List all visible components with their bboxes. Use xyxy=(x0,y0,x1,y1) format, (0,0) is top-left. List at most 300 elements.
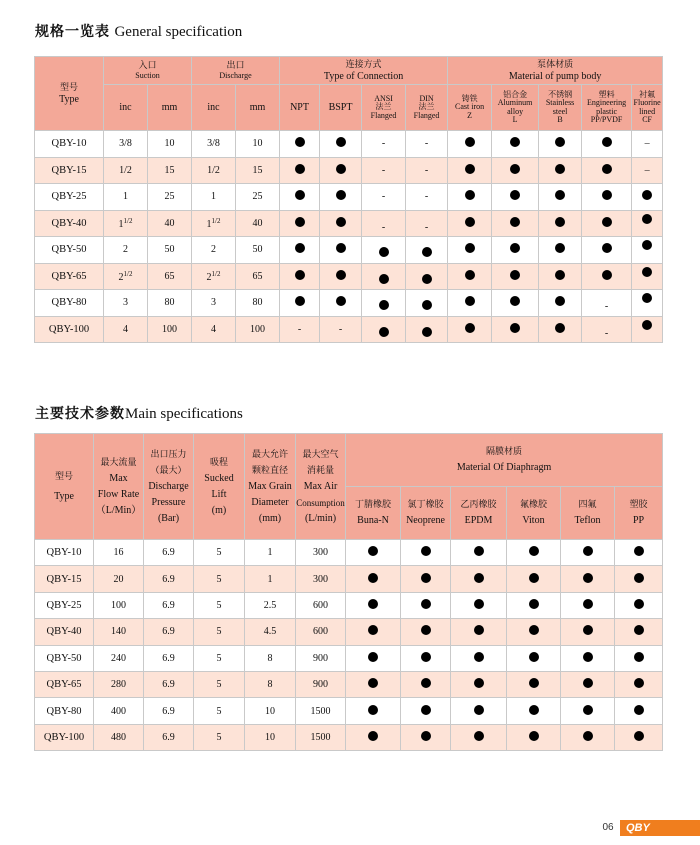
teflon-cell xyxy=(561,540,615,566)
neoprene-cell xyxy=(401,540,451,566)
body-material-header: 泵体材质 Material of pump body xyxy=(448,57,663,85)
pressure-cell: 6.9 xyxy=(144,592,194,618)
dot-mark-icon xyxy=(634,625,644,635)
air-consumption-cell: 300 xyxy=(296,566,346,592)
table-row xyxy=(35,210,663,237)
discharge-inc-cell: 3/8 xyxy=(192,131,236,158)
din-cell xyxy=(406,316,448,343)
dot-mark-icon xyxy=(529,705,539,715)
dot-mark-icon xyxy=(642,293,652,303)
discharge-inc-cell: 2 xyxy=(192,237,236,264)
model-cell: QBY-15 xyxy=(35,566,94,592)
dot-mark-icon xyxy=(421,625,431,635)
aluminum-cell xyxy=(492,316,539,343)
dot-mark-icon xyxy=(421,652,431,662)
general-spec-table xyxy=(34,56,663,343)
viton-cell xyxy=(507,592,561,618)
plastic-cell xyxy=(582,237,632,264)
dot-mark-icon xyxy=(602,137,612,147)
aluminum-cell xyxy=(492,131,539,158)
suction-inc-cell: 2 xyxy=(104,237,148,264)
grain-cell: 10 xyxy=(245,724,296,750)
epdm-cell xyxy=(451,592,507,618)
dot-mark-icon xyxy=(555,270,565,280)
bspt-cell xyxy=(320,157,362,184)
dot-mark-icon xyxy=(368,573,378,583)
dot-mark-icon xyxy=(422,300,432,310)
dot-mark-icon xyxy=(642,240,652,250)
dot-mark-icon xyxy=(474,731,484,741)
air-consumption-cell: 600 xyxy=(296,619,346,645)
teflon-cell xyxy=(561,724,615,750)
air-consumption-cell: 600 xyxy=(296,592,346,618)
dot-mark-icon xyxy=(634,678,644,688)
dot-mark-icon xyxy=(379,327,389,337)
plastic-cell: - xyxy=(582,290,632,317)
table-row xyxy=(35,540,663,566)
discharge-mm-cell: 100 xyxy=(236,316,280,343)
sucked-lift-header: 吸程 Sucked Lift (m) xyxy=(194,434,245,540)
discharge-mm-header: mm xyxy=(236,85,280,131)
connection-header: 连接方式 Type of Connection xyxy=(280,57,448,85)
dot-mark-icon xyxy=(634,573,644,583)
sucked-lift-cell: 5 xyxy=(194,645,245,671)
dot-mark-icon xyxy=(368,625,378,635)
cast-iron-cell xyxy=(448,237,492,264)
dot-mark-icon xyxy=(295,164,305,174)
dot-mark-icon xyxy=(295,243,305,253)
cast-iron-cell xyxy=(448,184,492,211)
suction-inc-cell: 3/8 xyxy=(104,131,148,158)
stainless-cell xyxy=(539,131,582,158)
model-cell: QBY-40 xyxy=(35,619,94,645)
discharge-mm-cell: 40 xyxy=(236,210,280,237)
npt-cell xyxy=(280,237,320,264)
dot-mark-icon xyxy=(474,599,484,609)
npt-cell xyxy=(280,184,320,211)
dot-mark-icon xyxy=(295,137,305,147)
grain-cell: 2.5 xyxy=(245,592,296,618)
table-row xyxy=(35,131,663,158)
pp-cell xyxy=(615,566,663,592)
dot-mark-icon xyxy=(555,190,565,200)
dot-mark-icon xyxy=(465,217,475,227)
discharge-inc-cell: 3 xyxy=(192,290,236,317)
general-spec-title: 规格一览表 General specification xyxy=(35,24,243,40)
dot-mark-icon xyxy=(295,296,305,306)
teflon-header: 四氟 Teflon xyxy=(561,487,615,540)
bspt-cell xyxy=(320,184,362,211)
teflon-cell xyxy=(561,619,615,645)
viton-cell xyxy=(507,671,561,697)
table-row xyxy=(35,290,663,317)
bspt-cell xyxy=(320,263,362,290)
dot-mark-icon xyxy=(583,573,593,583)
buna-n-cell xyxy=(346,671,401,697)
dot-mark-icon xyxy=(583,546,593,556)
fluorine-lined-cell xyxy=(632,237,663,264)
table-row xyxy=(35,157,663,184)
dot-mark-icon xyxy=(602,164,612,174)
npt-cell xyxy=(280,157,320,184)
dot-mark-icon xyxy=(583,678,593,688)
grain-cell: 8 xyxy=(245,645,296,671)
dot-mark-icon xyxy=(529,652,539,662)
neoprene-cell xyxy=(401,671,451,697)
aluminum-cell xyxy=(492,210,539,237)
teflon-cell xyxy=(561,592,615,618)
dot-mark-icon xyxy=(379,274,389,284)
dot-mark-icon xyxy=(602,190,612,200)
dot-mark-icon xyxy=(555,323,565,333)
dot-mark-icon xyxy=(602,243,612,253)
max-flow-cell: 20 xyxy=(94,566,144,592)
bspt-cell xyxy=(320,237,362,264)
aluminum-cell xyxy=(492,263,539,290)
pressure-cell: 6.9 xyxy=(144,619,194,645)
dot-mark-icon xyxy=(474,546,484,556)
suction-mm-header: mm xyxy=(148,85,192,131)
table-row xyxy=(35,566,663,592)
dot-mark-icon xyxy=(634,599,644,609)
npt-header: NPT xyxy=(280,85,320,131)
discharge-mm-cell: 65 xyxy=(236,263,280,290)
dot-mark-icon xyxy=(583,599,593,609)
pp-cell xyxy=(615,698,663,724)
cast-iron-cell xyxy=(448,157,492,184)
discharge-inc-cell: $2^{1/2}$ xyxy=(192,263,236,290)
stainless-header: 不锈钢 Stainless steel B xyxy=(539,85,582,131)
fluorine-lined-header: 衬氟 Fluorine lined CF xyxy=(632,85,663,131)
dot-mark-icon xyxy=(510,296,520,306)
ansi-cell xyxy=(362,316,406,343)
pp-cell xyxy=(615,592,663,618)
grain-cell: 10 xyxy=(245,698,296,724)
pressure-cell: 6.9 xyxy=(144,671,194,697)
aluminum-cell xyxy=(492,157,539,184)
suction-mm-cell: 100 xyxy=(148,316,192,343)
suction-mm-cell: 15 xyxy=(148,157,192,184)
dot-mark-icon xyxy=(555,164,565,174)
dot-mark-icon xyxy=(474,678,484,688)
npt-cell: - xyxy=(280,316,320,343)
dot-mark-icon xyxy=(421,678,431,688)
suction-header: 入口 Suction xyxy=(104,57,192,85)
model-header: 型号 Type xyxy=(35,434,94,540)
ansi-cell: - xyxy=(362,184,406,211)
stainless-cell xyxy=(539,290,582,317)
sucked-lift-cell: 5 xyxy=(194,619,245,645)
max-flow-cell: 400 xyxy=(94,698,144,724)
bspt-cell xyxy=(320,210,362,237)
dot-mark-icon xyxy=(379,300,389,310)
max-flow-cell: 140 xyxy=(94,619,144,645)
dot-mark-icon xyxy=(295,217,305,227)
stainless-cell xyxy=(539,316,582,343)
table-row xyxy=(35,724,663,750)
table-row xyxy=(35,592,663,618)
max-flow-cell: 280 xyxy=(94,671,144,697)
dot-mark-icon xyxy=(583,652,593,662)
din-cell: - xyxy=(406,131,448,158)
ansi-cell xyxy=(362,290,406,317)
grain-cell: 4.5 xyxy=(245,619,296,645)
viton-cell xyxy=(507,724,561,750)
ansi-cell: - xyxy=(362,131,406,158)
epdm-cell xyxy=(451,540,507,566)
suction-mm-cell: 10 xyxy=(148,131,192,158)
suction-mm-cell: 50 xyxy=(148,237,192,264)
bspt-cell xyxy=(320,131,362,158)
table-row xyxy=(35,316,663,343)
dot-mark-icon xyxy=(555,217,565,227)
dot-mark-icon xyxy=(368,546,378,556)
dot-mark-icon xyxy=(642,320,652,330)
teflon-cell xyxy=(561,645,615,671)
din-cell xyxy=(406,290,448,317)
din-cell: - xyxy=(406,210,448,237)
pressure-cell: 6.9 xyxy=(144,645,194,671)
buna-n-header: 丁腈橡胶 Buna-N xyxy=(346,487,401,540)
model-cell: QBY-65 xyxy=(35,671,94,697)
dot-mark-icon xyxy=(336,270,346,280)
din-header: DIN 法兰 Flanged xyxy=(406,85,448,131)
model-cell: QBY-100 xyxy=(35,724,94,750)
suction-inc-cell: 4 xyxy=(104,316,148,343)
discharge-inc-header: inc xyxy=(192,85,236,131)
dot-mark-icon xyxy=(634,731,644,741)
npt-cell xyxy=(280,131,320,158)
dot-mark-icon xyxy=(336,296,346,306)
neoprene-cell xyxy=(401,619,451,645)
dot-mark-icon xyxy=(368,652,378,662)
cast-iron-cell xyxy=(448,131,492,158)
din-cell: - xyxy=(406,157,448,184)
suction-inc-cell: $1^{1/2}$ xyxy=(104,210,148,237)
pressure-cell: 6.9 xyxy=(144,540,194,566)
stainless-cell xyxy=(539,157,582,184)
dot-mark-icon xyxy=(583,731,593,741)
pp-cell xyxy=(615,671,663,697)
plastic-cell xyxy=(582,210,632,237)
table-row xyxy=(35,237,663,264)
model-cell: QBY-40 xyxy=(35,210,104,237)
stainless-cell xyxy=(539,237,582,264)
din-cell: - xyxy=(406,184,448,211)
dot-mark-icon xyxy=(465,296,475,306)
epdm-cell xyxy=(451,645,507,671)
model-cell: QBY-10 xyxy=(35,131,104,158)
diaphragm-material-header: 隔膜材质 Material Of Diaphragm xyxy=(346,434,663,487)
plastic-cell: - xyxy=(582,316,632,343)
dot-mark-icon xyxy=(368,731,378,741)
neoprene-cell xyxy=(401,724,451,750)
dot-mark-icon xyxy=(642,190,652,200)
dot-mark-icon xyxy=(529,546,539,556)
max-grain-header: 最大允许 颗粒直径 Max Grain Diameter (mm) xyxy=(245,434,296,540)
dot-mark-icon xyxy=(422,247,432,257)
cast-iron-header: 铸铁 Cast iron Z xyxy=(448,85,492,131)
plastic-cell xyxy=(582,263,632,290)
dot-mark-icon xyxy=(529,731,539,741)
discharge-mm-cell: 80 xyxy=(236,290,280,317)
dot-mark-icon xyxy=(474,652,484,662)
dot-mark-icon xyxy=(602,217,612,227)
pressure-cell: 6.9 xyxy=(144,698,194,724)
discharge-header: 出口 Discharge xyxy=(192,57,280,85)
dot-mark-icon xyxy=(336,217,346,227)
dot-mark-icon xyxy=(422,327,432,337)
dot-mark-icon xyxy=(465,243,475,253)
dot-mark-icon xyxy=(602,270,612,280)
dot-mark-icon xyxy=(368,678,378,688)
buna-n-cell xyxy=(346,645,401,671)
table-row xyxy=(35,619,663,645)
dot-mark-icon xyxy=(465,190,475,200)
air-consumption-cell: 1500 xyxy=(296,724,346,750)
table-row xyxy=(35,671,663,697)
dot-mark-icon xyxy=(634,546,644,556)
neoprene-cell xyxy=(401,698,451,724)
pressure-cell: 6.9 xyxy=(144,724,194,750)
neoprene-header: 氯丁橡胶 Neoprene xyxy=(401,487,451,540)
discharge-inc-cell: 4 xyxy=(192,316,236,343)
dot-mark-icon xyxy=(583,625,593,635)
dot-mark-icon xyxy=(474,625,484,635)
discharge-inc-cell: 1 xyxy=(192,184,236,211)
buna-n-cell xyxy=(346,698,401,724)
dot-mark-icon xyxy=(529,573,539,583)
din-cell xyxy=(406,263,448,290)
dot-mark-icon xyxy=(295,270,305,280)
dot-mark-icon xyxy=(510,217,520,227)
stainless-cell xyxy=(539,263,582,290)
max-flow-header: 最大流量 Max Flow Rate （L/Min） xyxy=(94,434,144,540)
viton-cell xyxy=(507,540,561,566)
dot-mark-icon xyxy=(529,625,539,635)
discharge-mm-cell: 25 xyxy=(236,184,280,211)
npt-cell xyxy=(280,263,320,290)
buna-n-cell xyxy=(346,724,401,750)
npt-cell xyxy=(280,290,320,317)
dot-mark-icon xyxy=(510,323,520,333)
page-number: 06 xyxy=(602,822,614,833)
dot-mark-icon xyxy=(336,243,346,253)
suction-inc-cell: 1/2 xyxy=(104,157,148,184)
plastic-cell xyxy=(582,184,632,211)
dot-mark-icon xyxy=(336,190,346,200)
aluminum-cell xyxy=(492,237,539,264)
dot-mark-icon xyxy=(336,137,346,147)
discharge-mm-cell: 50 xyxy=(236,237,280,264)
pp-cell xyxy=(615,619,663,645)
suction-inc-header: inc xyxy=(104,85,148,131)
fluorine-lined-cell xyxy=(632,184,663,211)
dot-mark-icon xyxy=(529,599,539,609)
model-cell: QBY-65 xyxy=(35,263,104,290)
dot-mark-icon xyxy=(421,599,431,609)
dot-mark-icon xyxy=(421,705,431,715)
air-consumption-cell: 300 xyxy=(296,540,346,566)
main-spec-title: 主要技术参数Main specifications xyxy=(35,406,243,422)
viton-header: 氟橡胶 Viton xyxy=(507,487,561,540)
neoprene-cell xyxy=(401,566,451,592)
dot-mark-icon xyxy=(421,546,431,556)
ansi-cell: - xyxy=(362,157,406,184)
dot-mark-icon xyxy=(510,243,520,253)
epdm-header: 乙丙橡胶 EPDM xyxy=(451,487,507,540)
stainless-cell xyxy=(539,184,582,211)
plastic-cell xyxy=(582,131,632,158)
suction-mm-cell: 65 xyxy=(148,263,192,290)
aluminum-cell xyxy=(492,184,539,211)
ansi-cell: - xyxy=(362,210,406,237)
buna-n-cell xyxy=(346,592,401,618)
dot-mark-icon xyxy=(368,599,378,609)
stainless-cell xyxy=(539,210,582,237)
ansi-header: ANSI 法兰 Flanged xyxy=(362,85,406,131)
dot-mark-icon xyxy=(529,678,539,688)
neoprene-cell xyxy=(401,645,451,671)
suction-mm-cell: 25 xyxy=(148,184,192,211)
dot-mark-icon xyxy=(465,323,475,333)
epdm-cell xyxy=(451,619,507,645)
max-flow-cell: 480 xyxy=(94,724,144,750)
dot-mark-icon xyxy=(510,164,520,174)
aluminum-cell xyxy=(492,290,539,317)
pp-header: 塑胶 PP xyxy=(615,487,663,540)
dot-mark-icon xyxy=(634,705,644,715)
dot-mark-icon xyxy=(421,573,431,583)
ansi-cell xyxy=(362,237,406,264)
viton-cell xyxy=(507,645,561,671)
grain-cell: 1 xyxy=(245,540,296,566)
pp-cell xyxy=(615,540,663,566)
sucked-lift-cell: 5 xyxy=(194,698,245,724)
buna-n-cell xyxy=(346,619,401,645)
fluorine-lined-cell xyxy=(632,316,663,343)
model-cell: QBY-80 xyxy=(35,698,94,724)
max-flow-cell: 16 xyxy=(94,540,144,566)
sucked-lift-cell: 5 xyxy=(194,671,245,697)
dot-mark-icon xyxy=(465,270,475,280)
fluorine-lined-cell xyxy=(632,210,663,237)
epdm-cell xyxy=(451,724,507,750)
buna-n-cell xyxy=(346,566,401,592)
dot-mark-icon xyxy=(642,214,652,224)
viton-cell xyxy=(507,619,561,645)
pp-cell xyxy=(615,724,663,750)
bspt-cell xyxy=(320,290,362,317)
brand-logo: QBY xyxy=(620,820,700,836)
suction-mm-cell: 40 xyxy=(148,210,192,237)
air-consumption-cell: 900 xyxy=(296,671,346,697)
model-cell: QBY-80 xyxy=(35,290,104,317)
sucked-lift-cell: 5 xyxy=(194,540,245,566)
bspt-cell: - xyxy=(320,316,362,343)
discharge-mm-cell: 15 xyxy=(236,157,280,184)
fluorine-lined-cell xyxy=(632,290,663,317)
max-flow-cell: 100 xyxy=(94,592,144,618)
cast-iron-cell xyxy=(448,210,492,237)
dot-mark-icon xyxy=(642,267,652,277)
model-header: 型号 Type xyxy=(35,57,104,131)
plastic-cell xyxy=(582,157,632,184)
max-air-header: 最大空气 消耗量 Max Air Consumption (L/min) xyxy=(296,434,346,540)
ansi-cell xyxy=(362,263,406,290)
dot-mark-icon xyxy=(555,296,565,306)
discharge-inc-cell: 1/2 xyxy=(192,157,236,184)
